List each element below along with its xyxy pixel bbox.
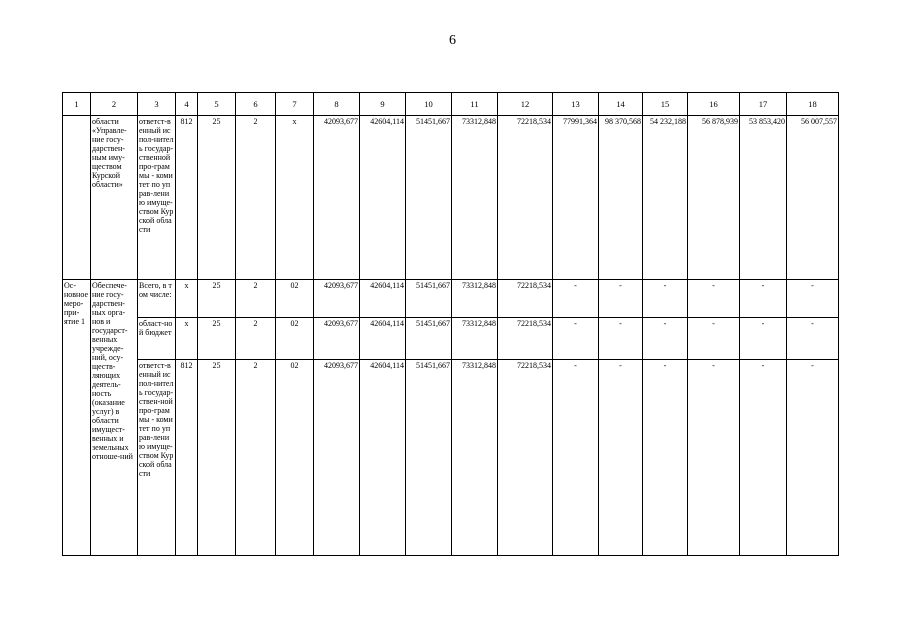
header-cell: 7 <box>276 93 314 116</box>
header-row <box>63 93 839 116</box>
cell-c5: 25 <box>198 318 236 360</box>
cell-c2: Обеспече-ние госу-дарствен-ных орга-нов и государст-венных учрежде-ний, осу-ществ-ляющих деятель-ность (оказание услуг) в области имущест-венных и земельных отноше-ний <box>91 280 138 556</box>
cell-c13: - <box>553 280 599 318</box>
cell-c8: 42093,677 <box>314 360 360 556</box>
cell-c7: 02 <box>276 360 314 556</box>
cell-c15: 54 232,188 <box>643 116 688 280</box>
cell-c6: 2 <box>236 116 276 280</box>
cell-c5: 25 <box>198 116 236 280</box>
header-cell: 6 <box>236 93 276 116</box>
cell-c11: 73312,848 <box>452 280 498 318</box>
cell-c5: 25 <box>198 280 236 318</box>
cell-c3: област-ной бюджет <box>138 318 176 360</box>
cell-c16: - <box>688 318 740 360</box>
cell-c10: 51451,667 <box>406 116 452 280</box>
cell-c5: 25 <box>198 360 236 556</box>
header-cell: 1 <box>63 93 91 116</box>
cell-c7: 02 <box>276 318 314 360</box>
cell-c9: 42604,114 <box>360 318 406 360</box>
cell-c17: - <box>740 360 787 556</box>
cell-c14: - <box>599 280 643 318</box>
cell-c18: - <box>787 360 839 556</box>
header-cell: 16 <box>688 93 740 116</box>
header-cell: 9 <box>360 93 406 116</box>
header-cell: 13 <box>553 93 599 116</box>
header-cell: 10 <box>406 93 452 116</box>
cell-c11: 73312,848 <box>452 318 498 360</box>
cell-c14: - <box>599 318 643 360</box>
cell-c12: 72218,534 <box>498 116 553 280</box>
cell-c3: Всего, в том числе: <box>138 280 176 318</box>
cell-c18: - <box>787 318 839 360</box>
cell-c12: 72218,534 <box>498 280 553 318</box>
cell-c10: 51451,667 <box>406 280 452 318</box>
cell-c2: области «Управле-ние госу-дарствен-ным иму-ществом Курской области» <box>91 116 138 280</box>
cell-c6: 2 <box>236 280 276 318</box>
cell-c17: - <box>740 280 787 318</box>
budget-table <box>62 92 839 556</box>
cell-c16: - <box>688 280 740 318</box>
header-cell: 4 <box>176 93 198 116</box>
table-row <box>63 280 839 318</box>
cell-c4: 812 <box>176 360 198 556</box>
table-row <box>63 318 839 360</box>
cell-c13: - <box>553 318 599 360</box>
cell-c18: 56 007,557 <box>787 116 839 280</box>
cell-c13: 77991,364 <box>553 116 599 280</box>
cell-c11: 73312,848 <box>452 360 498 556</box>
page-number: 6 <box>449 33 456 48</box>
cell-c11: 73312,848 <box>452 116 498 280</box>
cell-c8: 42093,677 <box>314 280 360 318</box>
cell-c14: - <box>599 360 643 556</box>
header-cell: 5 <box>198 93 236 116</box>
cell-c9: 42604,114 <box>360 280 406 318</box>
cell-c16: 56 878,939 <box>688 116 740 280</box>
cell-c6: 2 <box>236 360 276 556</box>
cell-c15: - <box>643 360 688 556</box>
cell-c12: 72218,534 <box>498 318 553 360</box>
cell-c9: 42604,114 <box>360 360 406 556</box>
cell-c4: 812 <box>176 116 198 280</box>
cell-c1 <box>63 116 91 280</box>
cell-c8: 42093,677 <box>314 116 360 280</box>
cell-c3: ответст-венный испол-нитель государ-ственной про-граммы - комитет по управ-лению имуще-ством Курской области <box>138 116 176 280</box>
header-cell: 12 <box>498 93 553 116</box>
cell-c4: x <box>176 318 198 360</box>
header-cell: 17 <box>740 93 787 116</box>
table-row <box>63 360 839 556</box>
cell-c4: x <box>176 280 198 318</box>
header-cell: 11 <box>452 93 498 116</box>
header-cell: 3 <box>138 93 176 116</box>
cell-c17: - <box>740 318 787 360</box>
cell-c1: Ос-новное меро-при-ятие 1 <box>63 280 91 556</box>
header-cell: 15 <box>643 93 688 116</box>
cell-c12: 72218,534 <box>498 360 553 556</box>
cell-c17: 53 853,420 <box>740 116 787 280</box>
table-row <box>63 116 839 280</box>
cell-c8: 42093,677 <box>314 318 360 360</box>
cell-c7: 02 <box>276 280 314 318</box>
cell-c10: 51451,667 <box>406 360 452 556</box>
header-cell: 8 <box>314 93 360 116</box>
cell-c15: - <box>643 318 688 360</box>
header-cell: 14 <box>599 93 643 116</box>
cell-c18: - <box>787 280 839 318</box>
header-cell: 18 <box>787 93 839 116</box>
cell-c6: 2 <box>236 318 276 360</box>
cell-c13: - <box>553 360 599 556</box>
cell-c7: x <box>276 116 314 280</box>
header-cell: 2 <box>91 93 138 116</box>
cell-c10: 51451,667 <box>406 318 452 360</box>
cell-c9: 42604,114 <box>360 116 406 280</box>
cell-c14: 98 370,568 <box>599 116 643 280</box>
cell-c3: ответст-венный испол-нитель государ-ствен-ной про-граммы - комитет по управ-лению имуще-ством Курской области <box>138 360 176 556</box>
cell-c15: - <box>643 280 688 318</box>
cell-c16: - <box>688 360 740 556</box>
